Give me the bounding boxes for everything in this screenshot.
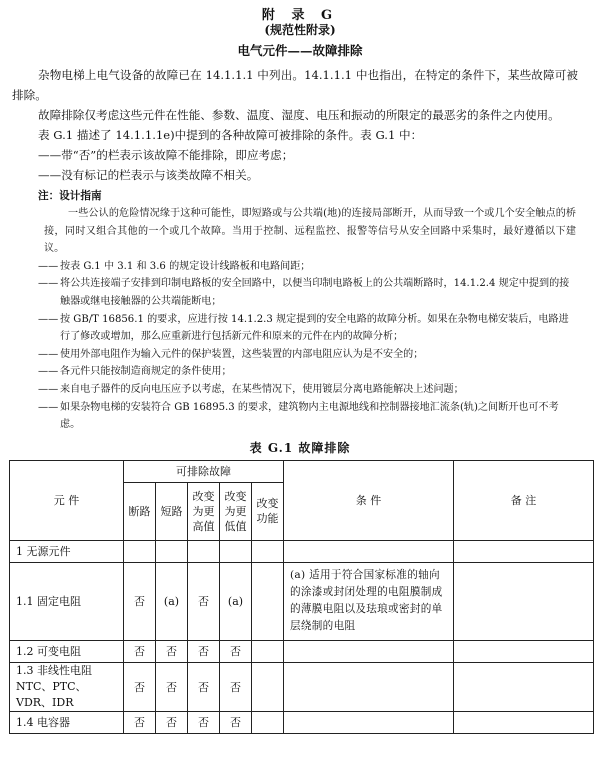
header-excludable: 可排除故障 (124, 460, 284, 482)
appendix-title: 附 录 G (261, 8, 339, 23)
cell-function (252, 711, 284, 733)
header-remark: 备 注 (454, 460, 594, 540)
cell-short: 否 (156, 640, 188, 662)
cell-condition (284, 640, 454, 662)
cell-open: 否 (124, 640, 156, 662)
cell-remark (454, 562, 594, 640)
fault-exclusion-table (9, 460, 594, 734)
cell-function (252, 562, 284, 640)
cell-remark (454, 640, 594, 662)
paragraph-1: 杂物电梯上电气设备的故障已在 14.1.1.1 中列出。14.1.1.1 中也指出，在特定的条件下，某些故障可被排除。 (12, 68, 578, 102)
cell-short: 否 (156, 711, 188, 733)
header-short: 短路 (156, 482, 188, 540)
cell-element: 1 无源元件 (10, 540, 124, 562)
note-item (38, 381, 576, 399)
note-dash: —— (38, 383, 59, 395)
cell-condition (284, 711, 454, 733)
cell-element: 1.1 固定电阻 (10, 562, 124, 640)
note-title: 注：设计指南 (38, 190, 102, 202)
cell-element: 1.3 非线性电阻 NTC、PTC、VDR、IDR (10, 662, 124, 711)
note-item (38, 311, 576, 346)
note-item (38, 399, 576, 434)
note-item-text: 按表 G.1 中 3.1 和 3.6 的规定设计线路板和电路间距； (60, 260, 311, 272)
cell-higher: 否 (188, 562, 220, 640)
cell-short: (a) (156, 562, 188, 640)
note-item (38, 275, 576, 310)
cell-higher: 否 (188, 711, 220, 733)
cell-function (252, 540, 284, 562)
note-dash: —— (38, 401, 59, 413)
header-function: 改变 功能 (252, 482, 284, 540)
cell-open: 否 (124, 711, 156, 733)
note-dash: —— (38, 278, 59, 290)
note-item-text: 使用外部电阻作为输入元件的保护装置，这些装置的内部电阻应认为是不安全的； (60, 348, 424, 360)
note-intro: 一些公认的危险情况缘于这种可能性，即短路或与公共端(地)的连接局部断开，从而导致一个或几个安全触点的桥接，同时又组合其他的一个或几个故障。当用于控制、远程监控、报警等信号从安全回路中采集时，最好遵循以下建议。 (44, 208, 576, 255)
cell-short (156, 540, 188, 562)
cell-higher: 否 (188, 640, 220, 662)
cell-remark (454, 662, 594, 711)
cell-lower (220, 540, 252, 562)
table-row (10, 711, 594, 733)
cell-higher: 否 (188, 662, 220, 711)
note-dash: —— (38, 348, 59, 360)
cell-open: 否 (124, 662, 156, 711)
table-row (10, 662, 594, 711)
cell-short: 否 (156, 662, 188, 711)
cell-lower: 否 (220, 711, 252, 733)
note-dash: —— (38, 260, 59, 272)
cell-lower: 否 (220, 640, 252, 662)
header-element: 元 件 (10, 460, 124, 540)
table-row (10, 540, 594, 562)
list-item: ——带“否”的栏表示该故障不能排除，即应考虑； (38, 148, 294, 162)
cell-open: 否 (124, 562, 156, 640)
list-item: ——没有标记的栏表示与该类故障不相关。 (38, 168, 259, 182)
cell-open (124, 540, 156, 562)
appendix-heading: 电气元件——故障排除 (237, 43, 363, 58)
cell-function (252, 640, 284, 662)
cell-lower: 否 (220, 662, 252, 711)
note-item-text: 各元件只能按制造商规定的条件使用； (60, 366, 232, 378)
header-open: 断路 (124, 482, 156, 540)
note-item-text: 如果杂物电梯的安装符合 GB 16895.3 的要求，建筑物内主电源地线和控制器接地汇流条(轨)之间断开也可不考虑。 (60, 401, 559, 431)
note-item (38, 258, 576, 276)
header-lower: 改变 为更 低值 (220, 482, 252, 540)
header-higher: 改变 为更 高值 (188, 482, 220, 540)
table-title: 表 G.1 故障排除 (249, 440, 351, 455)
cell-condition (284, 540, 454, 562)
cell-remark (454, 540, 594, 562)
cell-higher (188, 540, 220, 562)
cell-condition (284, 662, 454, 711)
note-item-text: 按 GB/T 16856.1 的要求，应进行按 14.1.2.3 规定提到的安全电路的故障分析。如果在杂物电梯安装后，电路进行了修改或增加，那么应重新进行包括新元件和原来的元件在内的故障分析； (60, 313, 569, 343)
table-row (10, 562, 594, 640)
cell-remark (454, 711, 594, 733)
note-dash: —— (38, 313, 59, 325)
appendix-subtitle: (规范性附录) (264, 23, 336, 37)
paragraph-2: 故障排除仅考虑这些元件在性能、参数、温度、湿度、电压和振动的所限定的最恶劣的条件之内使用。 (38, 108, 560, 122)
note-item-text: 将公共连接端子安排到印制电路板的安全回路中，以便当印制电路板上的公共端断路时，14.1.2.4 规定中提到的接触器或继电接触器的公共端能断电； (60, 278, 570, 307)
cell-element: 1.2 可变电阻 (10, 640, 124, 662)
table-row (10, 640, 594, 662)
cell-condition: (a) 适用于符合国家标准的轴向的涂漆或封闭处理的电阻膜制成的薄膜电阻以及珐琅或密封的单层绕制的电阻 (284, 562, 454, 640)
note-item (38, 363, 576, 381)
cell-element: 1.4 电容器 (10, 711, 124, 733)
cell-lower: (a) (220, 562, 252, 640)
paragraph-3: 表 G.1 描述了 14.1.1.1e)中提到的各种故障可被排除的条件。表 G.1 中： (38, 128, 423, 142)
note-dash: —— (38, 366, 59, 378)
cell-function (252, 662, 284, 711)
header-condition: 条 件 (284, 460, 454, 540)
note-item-text: 来自电子器件的反向电压应予以考虑，在某些情况下，使用镀层分离电路能解决上述问题； (60, 383, 464, 395)
note-item (38, 346, 576, 364)
